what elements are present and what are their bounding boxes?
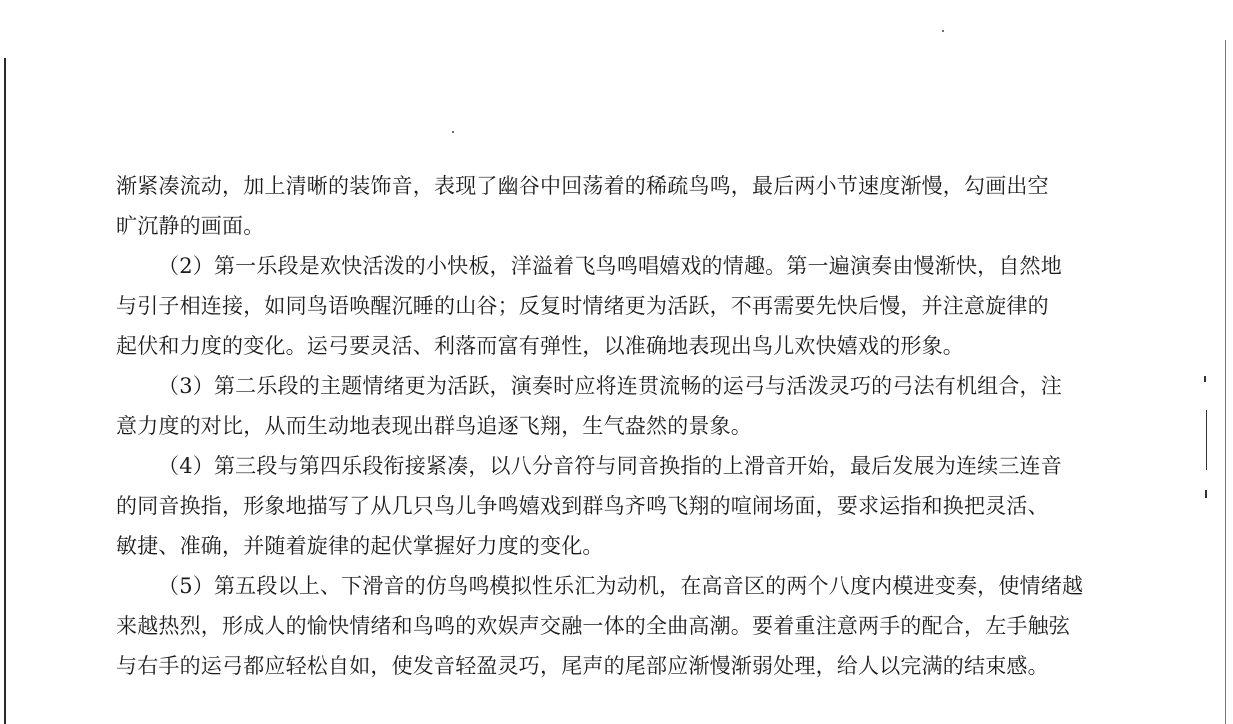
scan-tick [1205, 490, 1207, 498]
paragraph-4-line-1: （4）第三段与第四乐段衔接紧凑，以八分音符与同音换指的上滑音开始，最后发展为连续三连音 [158, 454, 1062, 478]
scan-speck [942, 30, 944, 32]
paragraph-5-line-3: 与右手的运弓都应轻松自如，使发音轻盈灵巧，尾声的尾部应渐慢渐弱处理，给人以完满的结束感。 [116, 654, 1049, 678]
paragraph-3-line-1: （3）第二乐段的主题情绪更为活跃，演奏时应将连贯流畅的运弓与活泼灵巧的弓法有机组合，注 [158, 374, 1062, 398]
text-line-1: 渐紧凑流动，加上清晰的装饰音，表现了幽谷中回荡着的稀疏鸟鸣，最后两小节速度渐慢，勾画出空 [116, 174, 1049, 198]
scan-tick [1206, 410, 1207, 470]
paragraph-5-line-1: （5）第五段以上、下滑音的仿鸟鸣模拟性乐汇为动机，在高音区的两个八度内模进变奏，使情绪越 [158, 574, 1084, 598]
scan-left-edge [4, 58, 6, 724]
document-body [116, 166, 1098, 686]
scan-speck [452, 131, 454, 133]
paragraph-4-line-2: 的同音换指，形象地描写了从几只鸟儿争鸣嬉戏到群鸟齐鸣飞翔的喧闹场面，要求运指和换把灵活、 [116, 494, 1049, 518]
paragraph-2-line-1: （2）第一乐段是欢快活泼的小快板，洋溢着飞鸟鸣唱嬉戏的情趣。第一遍演奏由慢渐快，自然地 [158, 254, 1062, 278]
text-line-2: 旷沉静的画面。 [116, 214, 265, 238]
scan-right-edge [1225, 40, 1226, 724]
paragraph-2-line-2: 与引子相连接，如同鸟语唤醒沉睡的山谷；反复时情绪更为活跃，不再需要先快后慢，并注意旋律的 [116, 294, 1049, 318]
scan-tick [1204, 376, 1206, 382]
paragraph-3-line-2: 意力度的对比，从而生动地表现出群鸟追逐飞翔，生气盎然的景象。 [116, 414, 752, 438]
paragraph-2-line-3: 起伏和力度的变化。运弓要灵活、利落而富有弹性，以准确地表现出鸟儿欢快嬉戏的形象。 [116, 334, 964, 358]
paragraph-4-line-3: 敏捷、准确，并随着旋律的起伏掌握好力度的变化。 [116, 534, 604, 558]
paragraph-5-line-2: 来越热烈，形成人的愉快情绪和鸟鸣的欢娱声交融一体的全曲高潮。要着重注意两手的配合，左手触弦 [116, 614, 1070, 638]
